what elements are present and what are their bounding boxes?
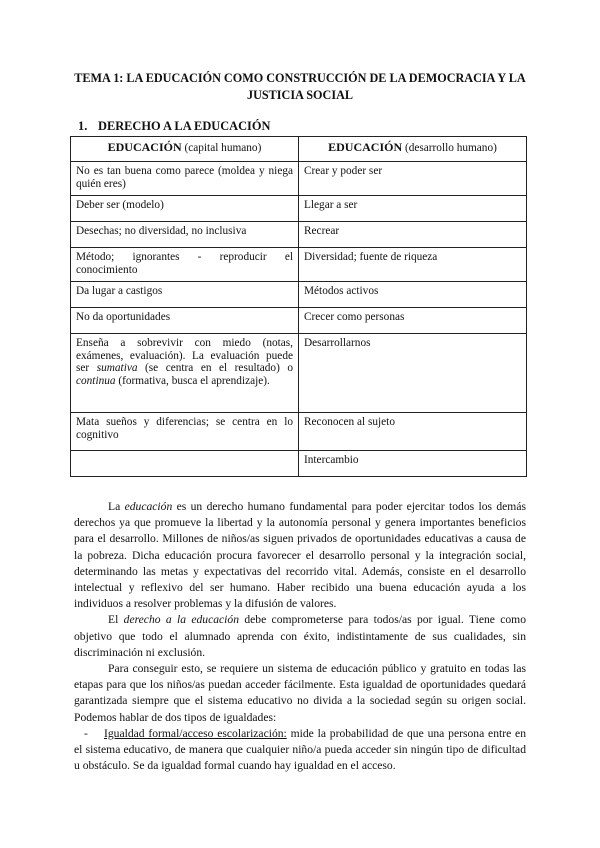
comparison-table xyxy=(70,136,527,477)
bullet-dash: - xyxy=(84,726,88,740)
section-heading xyxy=(78,119,270,134)
cell-right: Intercambio xyxy=(299,451,527,477)
paragraph: La educación es un derecho humano fundamental para poder ejercitar todos los demás derechos ya que promueve la libertad y la autonomía personal y genera importantes beneficios para el desarrollo. Millones de niños/as siguen privados de oportunidades educativas a causa de la pobreza. Dicha educación procura favorecer el desarrollo personal y la integración social, determinando las metas y expectativas del recorrido vital. Además, consiste en el desarrollo intelectual y reflexivo del ser humano. Haber recibido una buena educación ayuda a los individuos a resolver problemas y la difusión de valores. xyxy=(74,500,526,611)
cell-right: Desarrollarnos xyxy=(299,334,527,413)
cell-left xyxy=(71,451,299,477)
cell-right: Reconocen al sujeto xyxy=(299,413,527,451)
cell-right: Crear y poder ser xyxy=(299,162,527,196)
table-row xyxy=(71,282,527,308)
table-header-row xyxy=(71,137,527,162)
cell-left-evaluacion: Enseña a sobrevivir con miedo (notas, exámenes, evaluación). La evaluación puede ser sumativa (se centra en el resultado) o continua (formativa, busca el aprendizaje). xyxy=(71,334,299,413)
cell-left: Desechas; no diversidad, no inclusiva xyxy=(71,222,299,248)
header-desarrollo-humano: EDUCACIÓN (desarrollo humano) xyxy=(299,137,527,162)
cell-right: Llegar a ser xyxy=(299,196,527,222)
table-row xyxy=(71,162,527,196)
cell-left: No es tan buena como parece (moldea y niega quién eres) xyxy=(71,162,299,196)
cell-left: Deber ser (modelo) xyxy=(71,196,299,222)
cell-right: Métodos activos xyxy=(299,282,527,308)
document-title: TEMA 1: LA EDUCACIÓN COMO CONSTRUCCIÓN DE LA DEMOCRACIA Y LA JUSTICIA SOCIAL xyxy=(74,71,526,102)
cell-left: Da lugar a castigos xyxy=(71,282,299,308)
body-text xyxy=(74,499,526,774)
header-capital-humano: EDUCACIÓN (capital humano) xyxy=(71,137,299,162)
cell-right: Recrear xyxy=(299,222,527,248)
cell-left: Método; ignorantes - reproducir el conocimiento xyxy=(71,248,299,282)
cell-left: Mata sueños y diferencias; se centra en lo cognitivo xyxy=(71,413,299,451)
table-row xyxy=(71,308,527,334)
table-row xyxy=(71,222,527,248)
cell-right: Crecer como personas xyxy=(299,308,527,334)
table-row xyxy=(71,413,527,451)
table-row xyxy=(71,451,527,477)
paragraph: Para conseguir esto, se requiere un sistema de educación público y gratuito en todas las etapas para que los niños/as puedan acceder fácilmente. Esta igualdad de oportunidades quedará garantizada siempre que el sistema educativo no divida a la sociedad según su origen social. Podemos hablar de dos tipos de igualdades: xyxy=(74,662,526,724)
cell-right: Diversidad; fuente de riqueza xyxy=(299,248,527,282)
paragraph: El derecho a la educación debe comprometerse para todos/as por igual. Tiene como objetivo que todo el alumnado aprenda con éxito, indistintamente de sus cualidades, sin discriminación ni exclusión. xyxy=(74,613,526,659)
cell-left: No da oportunidades xyxy=(71,308,299,334)
table-row xyxy=(71,334,527,413)
table-row xyxy=(71,248,527,282)
section-number: 1. xyxy=(78,119,88,133)
bullet-item: - Igualdad formal/acceso escolarización: mide la probabilidad de que una persona entre en el sistema educativo, de manera que cualquier niño/a pueda acceder sin ningún tipo de dificultad u obstáculo. Se da igualdad formal cuando hay igualdad en el acceso. xyxy=(74,726,526,773)
section-title: DERECHO A LA EDUCACIÓN xyxy=(98,119,271,133)
table-row xyxy=(71,196,527,222)
